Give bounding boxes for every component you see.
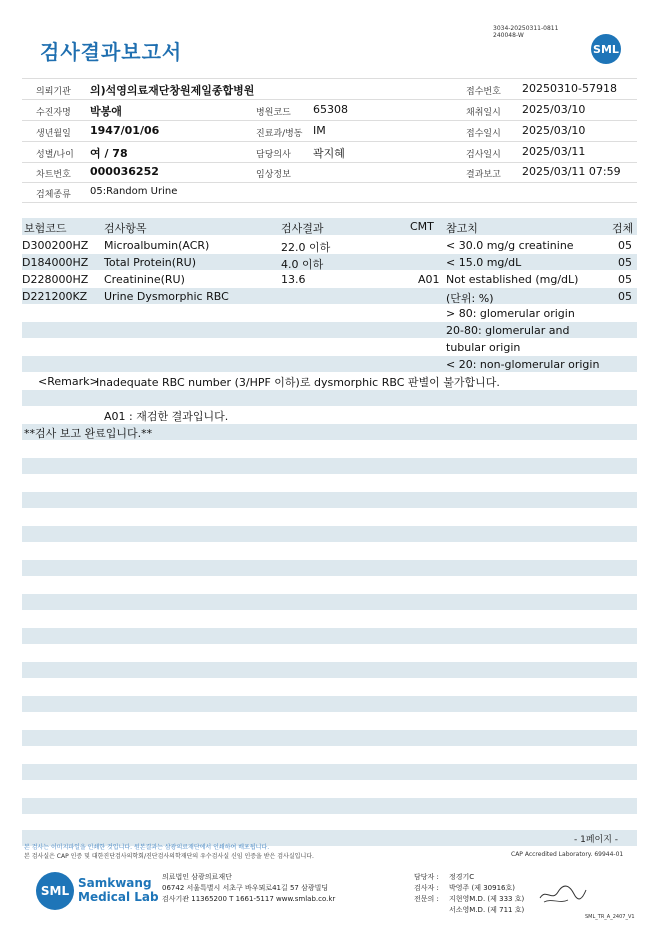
col-header-ref: 참고치	[446, 222, 478, 235]
row2-result: 4.0 이하	[281, 258, 324, 271]
footer-notice-1: 본 검사는 이미지파일을 인쇄한 것입니다. 원본결과는 삼광의료재단에서 인쇄하여 배포됩니다.	[24, 844, 270, 851]
org-line2: 06742 서울특별시 서초구 바우뫼로41길 57 삼광빌딩	[162, 884, 329, 892]
chart-label: 차트번호	[36, 170, 71, 180]
divider	[22, 120, 637, 121]
receipt-date-label: 접수일시	[466, 129, 501, 139]
receipt-date-value: 2025/03/10	[522, 124, 586, 137]
client-value: 의)석영의료재단창원제일종합병원	[90, 84, 255, 97]
dob-value: 1947/01/06	[90, 124, 160, 137]
row3-specimen: 05	[618, 273, 632, 286]
table-row-band	[22, 560, 637, 576]
row3-cmt: A01	[418, 273, 440, 286]
document-code	[493, 25, 558, 39]
report-label: 결과보고	[466, 170, 501, 180]
patient-label: 수진자명	[36, 108, 71, 118]
remark-label: <Remark>	[38, 375, 99, 388]
footer-notice-2: 본 검사실은 CAP 인증 및 대한진단검사의학회/진단검사의학재단의 우수검사실 신임 인증을 받은 검사실입니다.	[24, 853, 314, 860]
page-number: - 1페이지 -	[574, 835, 619, 845]
collect-date-label: 채취일시	[466, 108, 501, 118]
table-row-band	[22, 662, 637, 678]
col-header-item: 검사항목	[104, 222, 147, 235]
staff-label-3: 전문의 :	[414, 895, 439, 903]
row2-code: D184000HZ	[22, 256, 89, 269]
receipt-no-value: 20250310-57918	[522, 82, 617, 95]
col-header-specimen: 검체	[612, 222, 634, 235]
complete-note: **검사 보고 완료입니다.**	[24, 427, 153, 440]
document-code-line1: 3034-20250311-0811	[493, 25, 559, 32]
row1-item: Microalbumin(ACR)	[104, 239, 210, 252]
signature-graphic	[538, 880, 588, 908]
doctor-value: 곽지혜	[313, 147, 345, 160]
divider	[22, 162, 637, 163]
staff-values	[449, 872, 524, 916]
table-row-band	[22, 798, 637, 814]
table-row-band	[22, 628, 637, 644]
chart-value: 000036252	[90, 165, 159, 178]
row1-code: D300200HZ	[22, 239, 89, 252]
divider	[22, 202, 637, 203]
table-row-band	[22, 390, 637, 406]
test-date-value: 2025/03/11	[522, 145, 586, 158]
specimen-label: 검체종류	[36, 190, 71, 200]
ref-extra-3: tubular origin	[446, 341, 521, 354]
form-code: SML_TR_A_2407_V1	[585, 914, 635, 920]
sml-logo: SML	[591, 34, 621, 64]
specimen-value: 05:Random Urine	[90, 186, 178, 197]
cap-accreditation: CAP Accredited Laboratory. 69944-01	[511, 851, 624, 858]
ref-extra-4: < 20: non-glomerular origin	[446, 358, 600, 371]
staff-value-4: 서소영M.D. (제 711 호)	[449, 906, 525, 914]
dept-label: 진료과/병동	[256, 129, 303, 139]
row4-specimen: 05	[618, 290, 632, 303]
table-row-band	[22, 492, 637, 508]
row2-item: Total Protein(RU)	[104, 256, 197, 269]
divider	[22, 99, 637, 100]
col-header-result: 검사결과	[281, 222, 324, 235]
staff-value-3: 지현영M.D. (제 333 호)	[449, 895, 525, 903]
sexage-label: 성별/나이	[36, 150, 74, 160]
page-title: 검사결과보고서	[40, 40, 183, 64]
receipt-no-label: 접수번호	[466, 87, 501, 97]
row3-ref: Not established (mg/dL)	[446, 273, 579, 286]
row4-code: D221200KZ	[22, 290, 88, 303]
row4-item: Urine Dysmorphic RBC	[104, 290, 229, 303]
doctor-label: 담당의사	[256, 150, 291, 160]
lab-name-line2: Medical Lab	[78, 890, 159, 904]
row4-ref: (단위: %)	[446, 292, 494, 305]
divider	[22, 78, 637, 79]
client-label: 의뢰기관	[36, 87, 71, 97]
table-row-band	[22, 696, 637, 712]
report-value: 2025/03/11 07:59	[522, 165, 621, 178]
lab-name	[78, 876, 159, 904]
collect-date-value: 2025/03/10	[522, 103, 586, 116]
ref-extra-2: 20-80: glomerular and	[446, 324, 570, 337]
row3-item: Creatinine(RU)	[104, 273, 185, 286]
staff-label-1: 담당자 :	[414, 873, 439, 881]
clinical-label: 임상정보	[256, 170, 291, 180]
divider	[22, 141, 637, 142]
table-row-band	[22, 730, 637, 746]
row3-code: D228000HZ	[22, 273, 89, 286]
dob-label: 생년월일	[36, 129, 71, 139]
hospital-code-label: 병원코드	[256, 108, 291, 118]
row2-specimen: 05	[618, 256, 632, 269]
a01-note: A01 : 재검한 결과입니다.	[104, 410, 229, 423]
row1-result: 22.0 이하	[281, 241, 331, 254]
sexage-value: 여 / 78	[90, 147, 128, 160]
divider	[22, 182, 637, 183]
col-header-code: 보험코드	[24, 222, 67, 235]
row2-ref: < 15.0 mg/dL	[446, 256, 522, 269]
row3-result: 13.6	[281, 273, 306, 286]
col-header-cmt: CMT	[410, 220, 434, 233]
staff-value-2: 박영주 (제 30916호)	[449, 884, 515, 892]
hospital-code-value: 65308	[313, 103, 348, 116]
org-line1: 의료법인 삼광의료재단	[162, 873, 232, 881]
table-row-band	[22, 458, 637, 474]
ref-extra-1: > 80: glomerular origin	[446, 307, 575, 320]
table-row-band	[22, 764, 637, 780]
table-row-band	[22, 526, 637, 542]
test-date-label: 검사일시	[466, 150, 501, 160]
table-row-band	[22, 594, 637, 610]
org-info	[162, 872, 335, 905]
dept-value: IM	[313, 124, 326, 137]
remark-text: Inadequate RBC number (3/HPF 이하)로 dysmorphic RBC 판별이 불가합니다.	[96, 376, 500, 389]
staff-labels	[414, 872, 439, 905]
row1-specimen: 05	[618, 239, 632, 252]
org-line3: 검사기관 11365200 T 1661-5117 www.smlab.co.kr	[162, 895, 336, 903]
patient-value: 박봉애	[90, 105, 122, 118]
sml-footer-logo: SML	[36, 872, 74, 910]
document-code-line2: 240048-W	[493, 32, 524, 39]
staff-value-1: 정경기C	[449, 873, 475, 881]
staff-label-2: 검사자 :	[414, 884, 439, 892]
row1-ref: < 30.0 mg/g creatinine	[446, 239, 574, 252]
lab-name-line1: Samkwang	[78, 876, 152, 890]
